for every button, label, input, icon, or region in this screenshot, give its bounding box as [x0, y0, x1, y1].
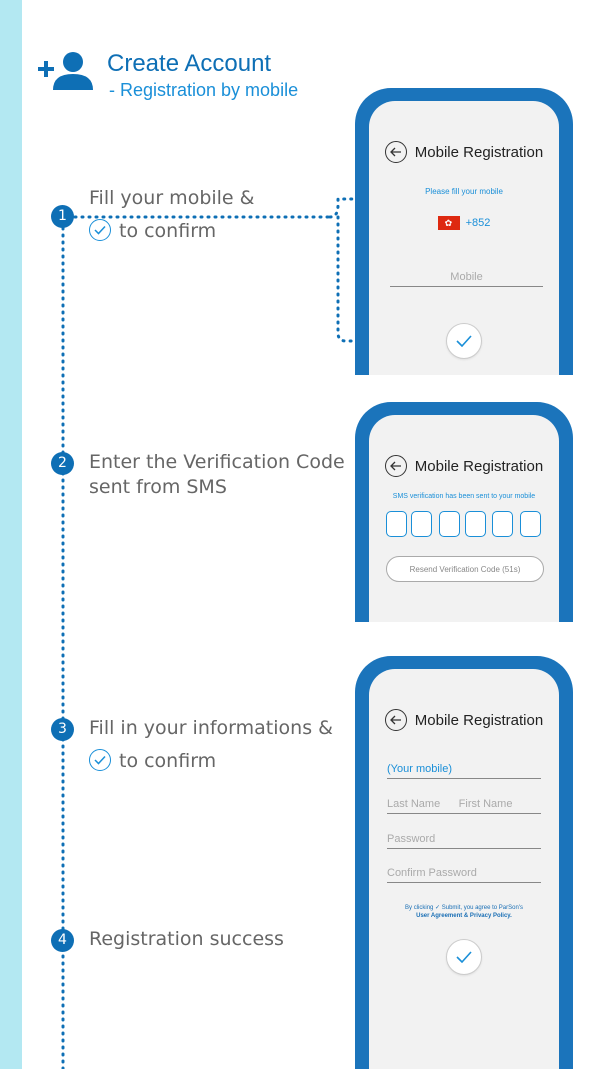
step-2-line2: sent from SMS	[89, 475, 227, 498]
app-header	[369, 455, 559, 477]
submit-button[interactable]	[446, 939, 482, 975]
step-4-badge: 4	[51, 929, 74, 952]
step-2-badge: 2	[51, 452, 74, 475]
country-code: +852	[465, 216, 491, 229]
name-fields[interactable]	[387, 784, 541, 814]
page-subtitle: - Registration by mobile	[109, 80, 299, 100]
app-header	[369, 141, 559, 163]
page-title: Create Account	[107, 50, 272, 77]
step-1-badge: 1	[51, 205, 74, 228]
code-digit-3[interactable]	[439, 511, 460, 537]
step-1-line2: to confirm	[119, 219, 217, 242]
first-name-input[interactable]: First Name	[458, 798, 513, 810]
app-header	[369, 709, 559, 731]
phone-3-screen	[369, 669, 559, 1069]
code-digit-1[interactable]	[386, 511, 407, 537]
resend-code-button[interactable]: Resend Verification Code (51s)	[386, 556, 544, 582]
country-code-selector[interactable]	[369, 214, 559, 232]
step-3-line1: Fill in your informations &	[89, 717, 333, 739]
step-3-text	[89, 716, 333, 773]
agreement-link[interactable]: User Agreement & Privacy Policy.	[416, 913, 512, 920]
hong-kong-flag-icon: ✿	[438, 216, 460, 230]
app-title: Mobile Registration	[414, 143, 544, 161]
agreement-text	[369, 904, 559, 921]
agreement-line-1: By clicking ✓ Submit, you agree to ParSon's	[405, 905, 523, 911]
back-arrow-icon[interactable]	[385, 455, 407, 477]
app-title: Mobile Registration	[414, 711, 544, 729]
step-2-line1: Enter the Verification Code	[89, 451, 345, 473]
add-user-icon	[36, 50, 96, 90]
app-title: Mobile Registration	[414, 457, 544, 475]
code-digit-2[interactable]	[411, 511, 432, 537]
step-1-line1: Fill your mobile &	[89, 187, 255, 209]
mobile-field[interactable]: (Your mobile)	[387, 749, 541, 779]
code-digit-5[interactable]	[492, 511, 513, 537]
phone-mockup-2	[355, 402, 573, 622]
check-circle-icon	[89, 749, 111, 771]
side-strip	[0, 0, 22, 1069]
confirm-button[interactable]	[446, 323, 482, 359]
step-4-text: Registration success	[89, 928, 284, 950]
last-name-input[interactable]: Last Name	[387, 798, 441, 810]
back-arrow-icon[interactable]	[385, 709, 407, 731]
phone-1-screen	[369, 101, 559, 375]
sms-sent-message: SMS verification has been sent to your mobile	[392, 493, 536, 500]
step-2-text	[89, 450, 345, 499]
code-digit-6[interactable]	[520, 511, 541, 537]
step-3-line2: to confirm	[119, 749, 217, 772]
check-circle-icon	[89, 219, 111, 241]
password-input[interactable]: Password	[387, 819, 541, 849]
step-1-text	[89, 186, 254, 243]
phone-mockup-1	[355, 88, 573, 375]
code-digit-4[interactable]	[465, 511, 486, 537]
phone-2-screen	[369, 415, 559, 622]
mobile-input[interactable]: Mobile	[390, 267, 543, 287]
back-arrow-icon[interactable]	[385, 141, 407, 163]
phone-mockup-3	[355, 656, 573, 1069]
mobile-prompt: Please fill your mobile	[425, 187, 503, 196]
confirm-password-input[interactable]: Confirm Password	[387, 853, 541, 883]
step-3-badge: 3	[51, 718, 74, 741]
